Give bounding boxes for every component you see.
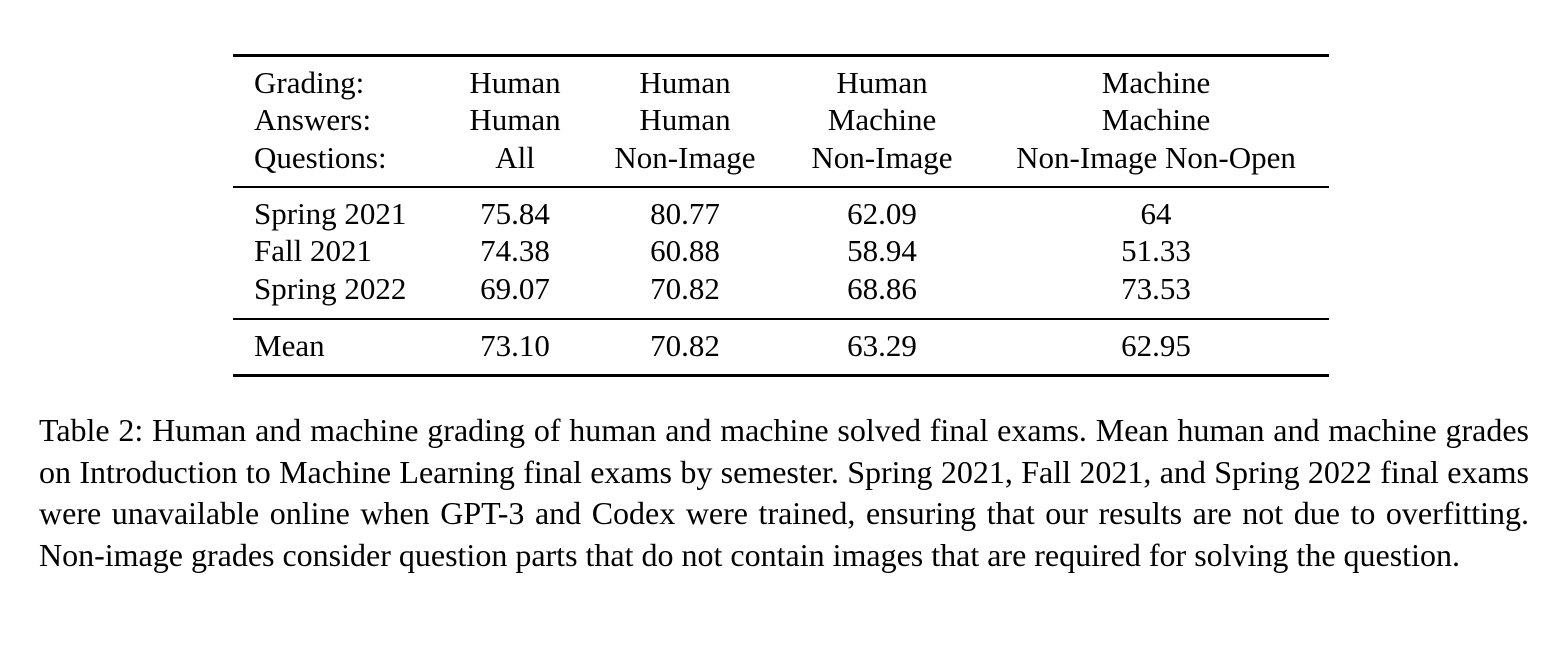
- table-cell: 70.82: [650, 328, 720, 363]
- table-cell: 60.88: [650, 233, 720, 268]
- table-cell: 74.38: [480, 233, 550, 268]
- table-cell: 73.53: [1121, 271, 1191, 306]
- header-label: Answers:: [254, 102, 372, 137]
- table-cell: 63.29: [847, 328, 917, 363]
- table-cell: 69.07: [480, 271, 550, 306]
- table-cell: 73.10: [480, 328, 550, 363]
- header-label: Grading:: [254, 65, 365, 100]
- table-cell: 58.94: [847, 233, 917, 268]
- header-cell: Human: [836, 65, 928, 100]
- header-row-answers: [233, 101, 1329, 139]
- table-cell: 62.95: [1121, 328, 1191, 363]
- table-cell: 80.77: [650, 196, 720, 231]
- table-mean-rule: [233, 318, 1329, 320]
- header-cell: Non-Image: [614, 140, 756, 175]
- results-table: [233, 54, 1329, 378]
- row-label: Fall 2021: [254, 233, 372, 268]
- table-cell: 75.84: [480, 196, 550, 231]
- table-caption: Table 2: Human and machine grading of human and machine solved final exams. Mean human and machine grades on Introduction to Machine Learning final exams by semester. Spring 2021, Fall 2021, and Spring 2022 final exams were unavailable online when GPT-3 and Codex were trained, ensuring that our results are not due to overfitting. Non-image grades consider question parts that do not contain images that are required for solving the question.: [39, 412, 1529, 573]
- table-cell: 70.82: [650, 271, 720, 306]
- header-cell: Machine: [827, 102, 937, 137]
- table-top-rule: [233, 54, 1329, 57]
- table-cell: 68.86: [847, 271, 917, 306]
- header-cell: Machine: [1101, 102, 1211, 137]
- header-cell: Non-Image: [811, 140, 953, 175]
- row-label: Spring 2022: [254, 271, 407, 306]
- header-cell: Human: [469, 65, 561, 100]
- row-label: Spring 2021: [254, 196, 407, 231]
- header-cell: Human: [469, 102, 561, 137]
- header-row-grading: [233, 64, 1329, 102]
- header-cell: Machine: [1101, 65, 1211, 100]
- header-row-questions: [233, 139, 1329, 177]
- mean-row: [233, 327, 1329, 365]
- header-cell: Human: [639, 65, 731, 100]
- table-row: [233, 232, 1329, 270]
- header-cell: Human: [639, 102, 731, 137]
- table-row: [233, 195, 1329, 233]
- table-cell: 64: [1140, 196, 1172, 231]
- table-cell: 51.33: [1121, 233, 1191, 268]
- table-cell: 62.09: [847, 196, 917, 231]
- row-label: Mean: [254, 328, 325, 363]
- header-cell: All: [495, 140, 535, 175]
- table-bottom-rule: [233, 374, 1329, 377]
- table-header-rule: [233, 186, 1329, 188]
- table-row: [233, 270, 1329, 308]
- header-cell: Non-Image Non-Open: [1016, 140, 1296, 175]
- header-label: Questions:: [254, 140, 387, 175]
